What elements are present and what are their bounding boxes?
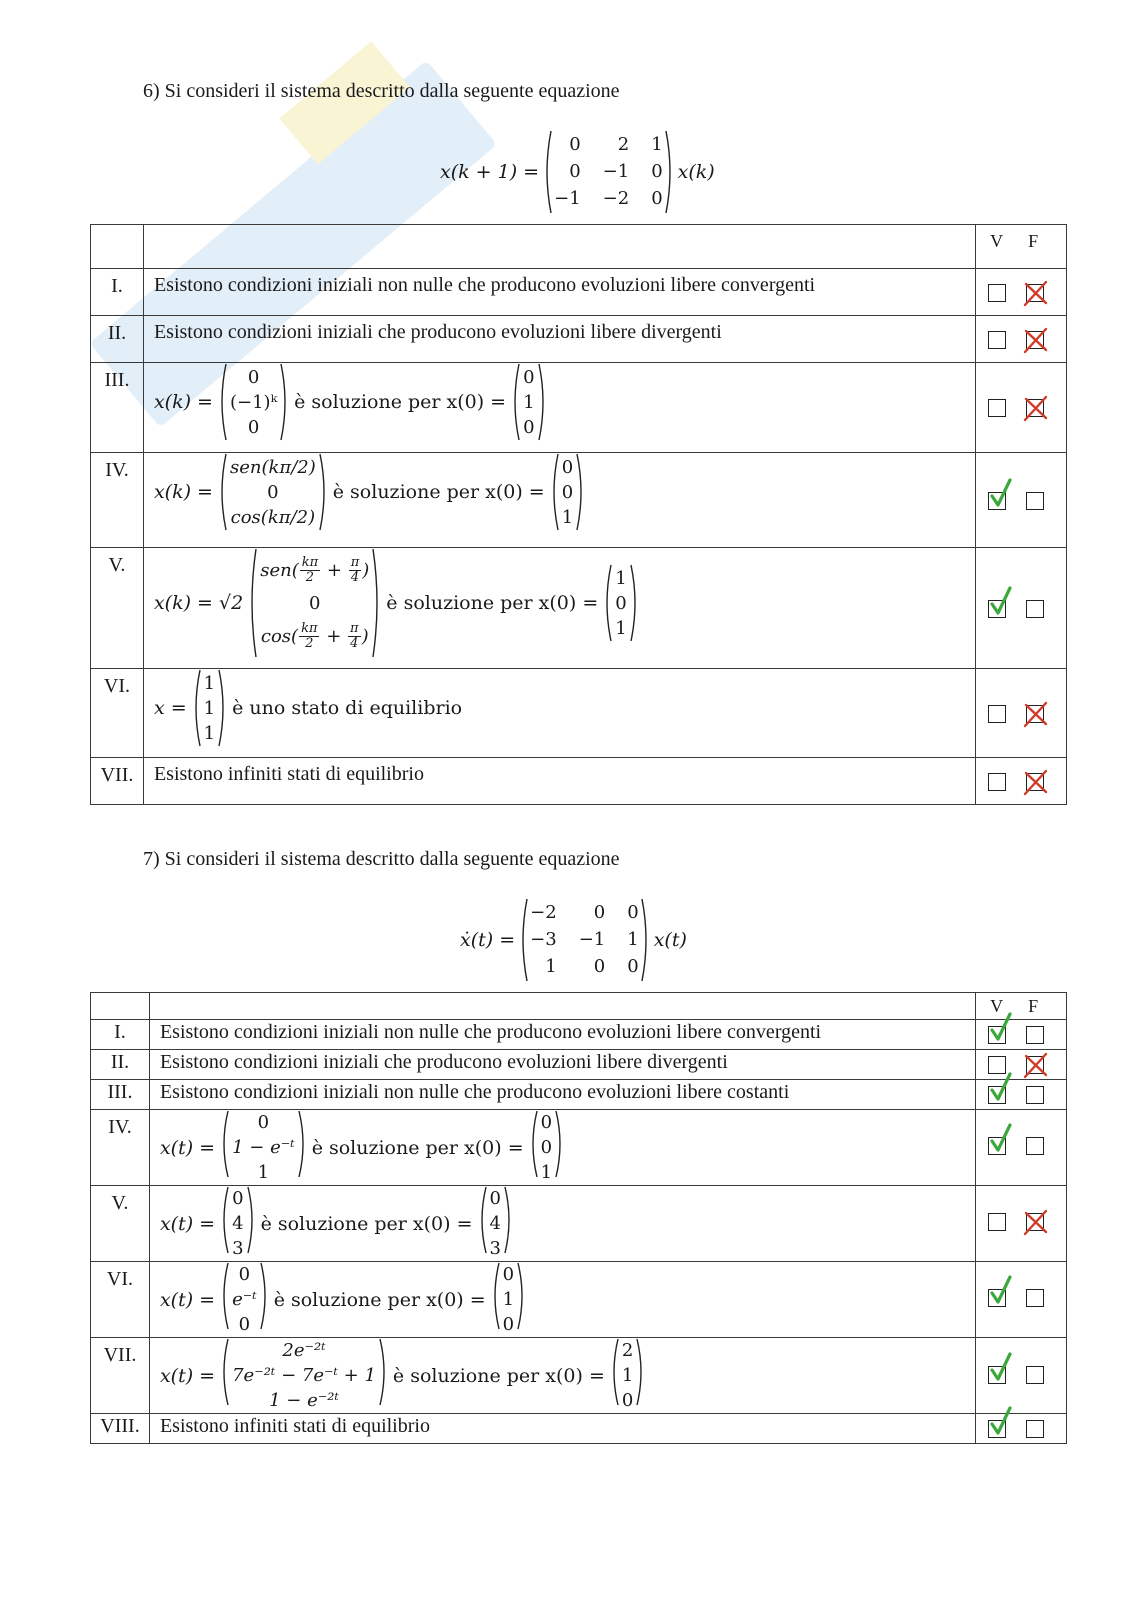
checkbox-f[interactable]: [1026, 492, 1044, 510]
matrix-entry: 0: [627, 956, 639, 977]
matrix-entry: −2: [530, 902, 557, 923]
matrix-entry: 0: [593, 902, 606, 923]
checkbox-f[interactable]: [1026, 1026, 1044, 1044]
checkbox-f[interactable]: [1026, 1213, 1044, 1231]
question-7-equation: ẋ(t) = −2 0 0 −3 −1 1 1 0 0 x(t): [460, 898, 687, 982]
table-row: I. Esistono condizioni iniziali non nulle che producono evoluzioni libere convergenti: [91, 1020, 1067, 1050]
checkbox-v[interactable]: [988, 705, 1006, 723]
checkbox-f[interactable]: [1026, 1137, 1044, 1155]
checkbox-v[interactable]: [988, 600, 1006, 618]
question-7-prompt: 7) Si consideri il sistema descritto dalla seguente equazione: [143, 848, 620, 870]
checkbox-f[interactable]: [1026, 1086, 1044, 1104]
table-row: V. x(k) = √2 sen( $\frac{k\pi}{2}$ + $\frac{\pi}{4}$ ) 0 cos( $\frac{k\pi}{2}$ + $\frac{\pi}{4}$ ) è soluzione per x(0) = 1 0 1: [91, 548, 1067, 669]
header-f: F: [1028, 996, 1039, 1016]
table-row: III. x(k) = 0 (−1)ᵏ 0 è soluzione per x(0) = 0 1 0: [91, 363, 1067, 453]
checkbox-v[interactable]: [988, 492, 1006, 510]
table-row: I. Esistono condizioni iniziali non nulle che producono evoluzioni libere convergenti: [91, 269, 1067, 316]
row-formula: x(k) = 0 (−1)ᵏ 0 è soluzione per x(0) = 0 1 0: [154, 363, 975, 441]
row-formula: x(t) = 0 e⁻ᵗ 0 è soluzione per x(0) = 0 1 0: [160, 1262, 975, 1337]
checkbox-v[interactable]: [988, 1056, 1006, 1074]
checkbox-v[interactable]: [988, 1026, 1006, 1044]
matrix-entry: 1: [651, 134, 663, 155]
table-row: IV. x(k) = sen(kπ/2) 0 cos(kπ/2) è soluzione per x(0) = 0 0 1: [91, 453, 1067, 548]
checkbox-v[interactable]: [988, 1213, 1006, 1231]
row-formula: x(t) = 0 4 3 è soluzione per x(0) = 0 4 3: [160, 1186, 975, 1261]
table-row: VII. x(t) = 2e⁻²ᵗ 7e⁻²ᵗ − 7e⁻ᵗ + 1 1 − e⁻²ᵗ è soluzione per x(0) = 2 1 0: [91, 1338, 1067, 1414]
matrix-entry: 1: [545, 956, 557, 977]
matrix-entry: 0: [651, 188, 663, 209]
checkbox-f[interactable]: [1026, 1056, 1044, 1074]
table-row: V. x(t) = 0 4 3 è soluzione per x(0) = 0 4 3: [91, 1186, 1067, 1262]
checkbox-v[interactable]: [988, 1289, 1006, 1307]
checkbox-f[interactable]: [1026, 1366, 1044, 1384]
matrix-entry: 0: [593, 956, 606, 977]
row-formula-v: x(k) = √2 sen( $\frac{k\pi}{2}$ + $\frac{\pi}{4}$ ) 0 cos( $\frac{k\pi}{2}$ + $\frac{\pi}{4}$ ) è soluzione per x(0) = 1 0 1: [154, 548, 975, 658]
checkbox-f[interactable]: [1026, 399, 1044, 417]
question-6-table: [90, 224, 1067, 805]
matrix-entry: 0: [569, 161, 581, 182]
checkbox-v[interactable]: [988, 399, 1006, 417]
table-row: VII. Esistono infiniti stati di equilibrio: [91, 758, 1067, 805]
table-row: VI. x(t) = 0 e⁻ᵗ 0 è soluzione per x(0) = 0 1 0: [91, 1262, 1067, 1338]
checkbox-f[interactable]: [1026, 284, 1044, 302]
matrix-entry: −1: [578, 929, 606, 950]
row-formula: x(k) = sen(kπ/2) 0 cos(kπ/2) è soluzione per x(0) = 0 0 1: [154, 453, 975, 531]
matrix-entry: 0: [569, 134, 581, 155]
checkbox-f[interactable]: [1026, 1420, 1044, 1438]
row-formula: x(t) = 0 1 − e⁻ᵗ 1 è soluzione per x(0) = 0 0 1: [160, 1110, 975, 1185]
checkbox-v[interactable]: [988, 1137, 1006, 1155]
table-row: IV. x(t) = 0 1 − e⁻ᵗ 1 è soluzione per x(0) = 0 0 1: [91, 1110, 1067, 1186]
table-row: VIII. Esistono infiniti stati di equilibrio: [91, 1414, 1067, 1444]
matrix-entry: −3: [530, 929, 557, 950]
checkbox-f[interactable]: [1026, 600, 1044, 618]
matrix-entry: 0: [627, 902, 639, 923]
checkbox-f[interactable]: [1026, 705, 1044, 723]
question-6-equation: x(k + 1) = 0 2 1 0 −1 0 −1 −2 0 x(k): [440, 130, 715, 214]
table-row: II. Esistono condizioni iniziali che producono evoluzioni libere divergenti: [91, 316, 1067, 363]
header-v: V: [990, 231, 1004, 251]
table-row: III. Esistono condizioni iniziali non nulle che producono evoluzioni libere costanti: [91, 1080, 1067, 1110]
row-formula: x(t) = 2e⁻²ᵗ 7e⁻²ᵗ − 7e⁻ᵗ + 1 1 − e⁻²ᵗ è soluzione per x(0) = 2 1 0: [160, 1338, 975, 1413]
checkbox-f[interactable]: [1026, 331, 1044, 349]
table-row: VI. x = 1 1 1 è uno stato di equilibrio: [91, 669, 1067, 758]
row-formula: x = 1 1 1 è uno stato di equilibrio: [154, 669, 975, 747]
checkbox-v[interactable]: [988, 1420, 1006, 1438]
header-v: V: [990, 996, 1004, 1016]
matrix-entry: 1: [627, 929, 639, 950]
checkbox-v[interactable]: [988, 773, 1006, 791]
checkbox-v[interactable]: [988, 1086, 1006, 1104]
matrix-entry: 2: [617, 134, 630, 155]
checkbox-v[interactable]: [988, 331, 1006, 349]
checkbox-v[interactable]: [988, 1366, 1006, 1384]
question-7-table: [90, 992, 1067, 1444]
question-6-prompt: 6) Si consideri il sistema descritto dalla seguente equazione: [143, 80, 620, 102]
checkbox-f[interactable]: [1026, 1289, 1044, 1307]
matrix-entry: −1: [554, 188, 581, 209]
header-f: F: [1028, 231, 1039, 251]
matrix-entry: 0: [651, 161, 663, 182]
matrix-entry: −1: [602, 161, 630, 182]
table-row: II. Esistono condizioni iniziali che producono evoluzioni libere divergenti: [91, 1050, 1067, 1080]
checkbox-f[interactable]: [1026, 773, 1044, 791]
matrix-entry: −2: [602, 188, 630, 209]
checkbox-v[interactable]: [988, 284, 1006, 302]
